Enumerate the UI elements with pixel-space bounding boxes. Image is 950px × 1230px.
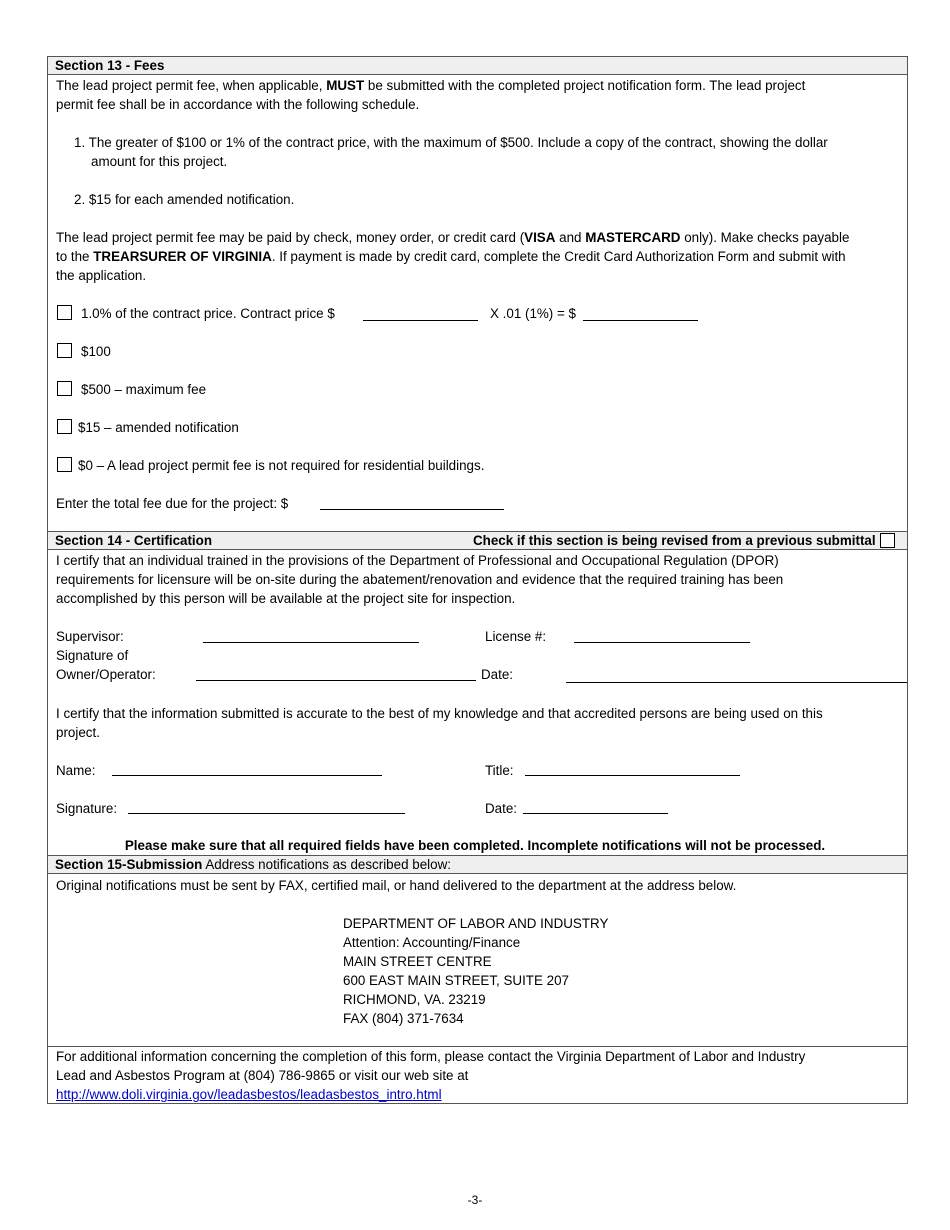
certification-1-line-1: I certify that an individual trained in the provisions of the Department of Professional and Occupational Regulation (DPOR) bbox=[56, 553, 779, 568]
section-13-title: Section 13 - Fees bbox=[55, 58, 165, 73]
fee-schedule-item-1-cont: amount for this project. bbox=[91, 154, 228, 169]
required-fields-warning: Please make sure that all required fields have been completed. Incomplete notifications will not be processed. bbox=[124, 838, 826, 853]
fee-schedule-item-1: 1. The greater of $100 or 1% of the contract price, with the maximum of $500. Include a copy of the contract, showing the dollar bbox=[74, 135, 828, 150]
page-number: -3- bbox=[467, 1193, 483, 1207]
fees-intro-line-1: The lead project permit fee, when applicable, MUST be submitted with the completed project notification form. The lead project bbox=[56, 78, 806, 93]
certification-1-line-2: requirements for licensure will be on-site during the abatement/renovation and evidence that the required training has been bbox=[56, 572, 784, 587]
program-website-link[interactable]: http://www.doli.virginia.gov/leadasbestos/leadasbestos_intro.html bbox=[56, 1087, 442, 1102]
fee-15-checkbox[interactable] bbox=[57, 419, 72, 434]
address-line-2: Attention: Accounting/Finance bbox=[343, 935, 521, 950]
revised-submittal-label: Check if this section is being revised from a previous submittal bbox=[473, 533, 876, 548]
fee-percent-calc-label: X .01 (1%) = $ bbox=[490, 306, 576, 321]
owner-signature-label-2: Owner/Operator: bbox=[56, 667, 156, 682]
submission-instructions: Original notifications must be sent by FAX, certified mail, or hand delivered to the department at the address below. bbox=[56, 878, 737, 893]
address-line-3: MAIN STREET CENTRE bbox=[343, 954, 492, 969]
license-field[interactable] bbox=[574, 642, 750, 643]
additional-info-line-2: Lead and Asbestos Program at (804) 786-9865 or visit our web site at bbox=[56, 1068, 469, 1083]
signature-field[interactable] bbox=[128, 813, 405, 814]
total-fee-label: Enter the total fee due for the project: $ bbox=[56, 496, 289, 511]
certification-2-line-2: project. bbox=[56, 725, 100, 740]
title-field[interactable] bbox=[525, 775, 740, 776]
address-line-4: 600 EAST MAIN STREET, SUITE 207 bbox=[343, 973, 569, 988]
additional-info-line-1: For additional information concerning the completion of this form, please contact the Virginia Department of Labor and Industry bbox=[56, 1049, 806, 1064]
fee-100-label: $100 bbox=[81, 344, 111, 359]
address-line-1: DEPARTMENT OF LABOR AND INDUSTRY bbox=[343, 916, 609, 931]
fee-500-checkbox[interactable] bbox=[57, 381, 72, 396]
date-field[interactable] bbox=[523, 813, 668, 814]
fee-100-checkbox[interactable] bbox=[57, 343, 72, 358]
owner-date-label: Date: bbox=[481, 667, 514, 682]
contract-price-field[interactable] bbox=[363, 320, 478, 321]
section-14-header bbox=[48, 531, 907, 550]
certification-2-line-1: I certify that the information submitted is accurate to the best of my knowledge and that accredited persons are being used on this bbox=[56, 706, 823, 721]
owner-signature-label-1: Signature of bbox=[56, 648, 129, 663]
section-15-title: Section 15-Submission Address notifications as described below: bbox=[55, 857, 451, 872]
date-label: Date: bbox=[485, 801, 518, 816]
total-fee-field[interactable] bbox=[320, 509, 504, 510]
payment-line-3: the application. bbox=[56, 268, 147, 283]
fee-15-label: $15 – amended notification bbox=[78, 420, 239, 435]
name-label: Name: bbox=[56, 763, 96, 778]
owner-signature-field[interactable] bbox=[196, 680, 476, 681]
fee-percent-label: 1.0% of the contract price. Contract price $ bbox=[81, 306, 335, 321]
owner-date-field[interactable] bbox=[566, 682, 907, 683]
section-13-header bbox=[48, 56, 907, 75]
supervisor-label: Supervisor: bbox=[56, 629, 124, 644]
revised-submittal-checkbox[interactable] bbox=[880, 533, 895, 548]
fees-intro-line-2: permit fee shall be in accordance with the following schedule. bbox=[56, 97, 420, 112]
certification-1-line-3: accomplished by this person will be available at the project site for inspection. bbox=[56, 591, 516, 606]
title-label: Title: bbox=[485, 763, 514, 778]
payment-line-1: The lead project permit fee may be paid by check, money order, or credit card (VISA and MASTERCARD only). Make checks payable bbox=[56, 230, 850, 245]
signature-label: Signature: bbox=[56, 801, 118, 816]
address-line-5: RICHMOND, VA. 23219 bbox=[343, 992, 486, 1007]
section-15-header bbox=[48, 855, 907, 874]
fee-0-label: $0 – A lead project permit fee is not required for residential buildings. bbox=[78, 458, 485, 473]
payment-line-2: to the TREARSURER OF VIRGINIA. If payment is made by credit card, complete the Credit Card Authorization Form and submit with bbox=[56, 249, 846, 264]
license-label: License #: bbox=[485, 629, 547, 644]
fee-percent-checkbox[interactable] bbox=[57, 305, 72, 320]
fee-schedule-item-2: 2. $15 for each amended notification. bbox=[74, 192, 295, 207]
section-14-title: Section 14 - Certification bbox=[55, 533, 212, 548]
fee-0-checkbox[interactable] bbox=[57, 457, 72, 472]
fee-500-label: $500 – maximum fee bbox=[81, 382, 207, 397]
percent-fee-result-field[interactable] bbox=[583, 320, 698, 321]
supervisor-field[interactable] bbox=[203, 642, 419, 643]
fax-number: FAX (804) 371-7634 bbox=[343, 1011, 464, 1026]
name-field[interactable] bbox=[112, 775, 382, 776]
